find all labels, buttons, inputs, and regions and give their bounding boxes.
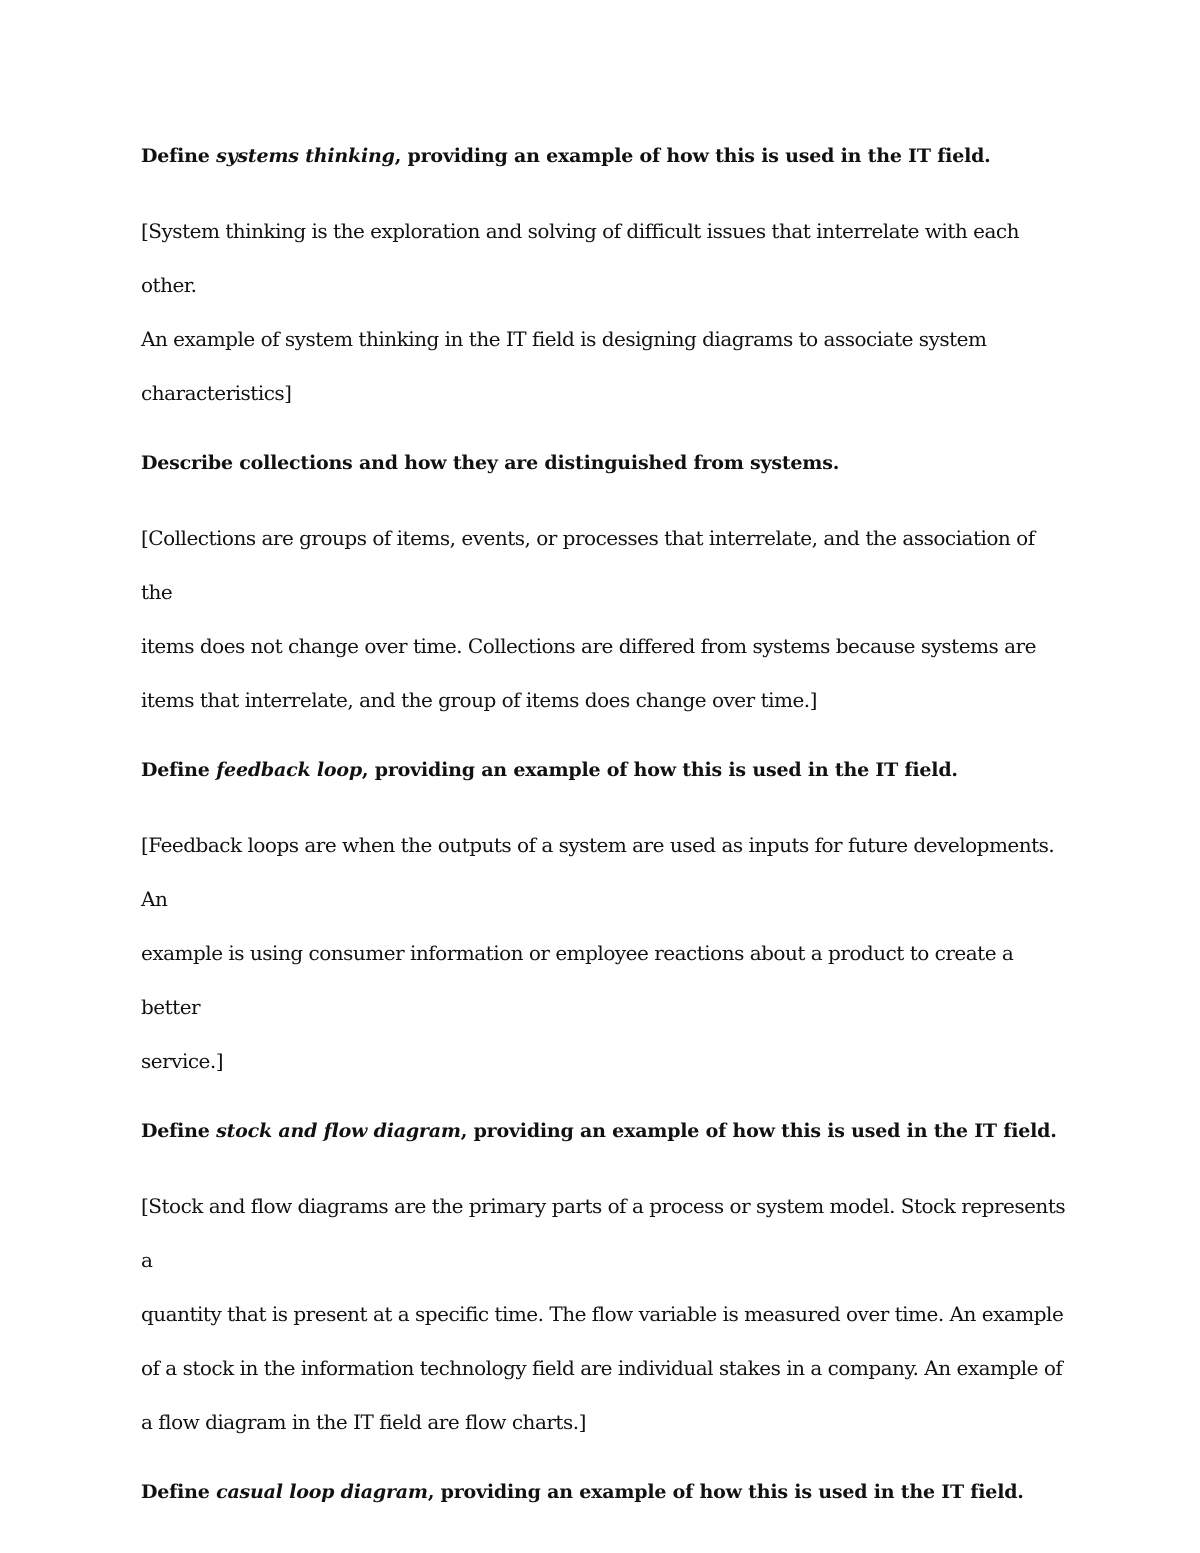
- question-collections: [141, 447, 1071, 479]
- question-term: feedback loop: [216, 759, 362, 781]
- answer-line: [Stock and flow diagrams are the primary parts of a process or system model. Stock represents a: [141, 1194, 1066, 1272]
- answer-line: quantity that is present at a specific time. The flow variable is measured over time. An example: [141, 1302, 1064, 1326]
- question-suffix: , providing an example of how this is used in the IT field.: [427, 1481, 1024, 1503]
- question-suffix: , providing an example of how this is used in the IT field.: [361, 759, 958, 781]
- answer-collections: [141, 511, 1071, 727]
- question-term: systems thinking: [216, 145, 395, 167]
- question-suffix: , providing an example of how this is used in the IT field.: [394, 145, 991, 167]
- answer-line: items does not change over time. Collections are differed from systems because systems are: [141, 634, 1036, 658]
- question-prefix: Define: [141, 1120, 217, 1142]
- answer-line: [System thinking is the exploration and solving of difficult issues that interrelate with each other.: [141, 219, 1019, 297]
- question-suffix: , providing an example of how this is used in the IT field.: [460, 1120, 1057, 1142]
- question-prefix: Define: [141, 759, 217, 781]
- answer-feedback-loop: [141, 818, 1071, 1088]
- question-feedback-loop: [141, 754, 1071, 786]
- question-casual-loop: [141, 1476, 1071, 1508]
- question-term: stock and flow diagram: [216, 1120, 461, 1142]
- answer-line: items that interrelate, and the group of items does change over time.]: [141, 688, 817, 712]
- question-systems-thinking: [141, 140, 1071, 172]
- answer-line: example is using consumer information or employee reactions about a product to create a better: [141, 941, 1014, 1019]
- question-prefix: Define: [141, 145, 217, 167]
- answer-line: An example of system thinking in the IT field is designing diagrams to associate system: [141, 327, 987, 351]
- question-prefix: Describe collections and how they are distinguished from systems.: [141, 452, 840, 474]
- answer-line: [Collections are groups of items, events, or processes that interrelate, and the association of the: [141, 526, 1035, 604]
- answer-line: a flow diagram in the IT field are flow charts.]: [141, 1410, 586, 1434]
- question-term: casual loop diagram: [216, 1481, 428, 1503]
- document-page: [141, 140, 1071, 1508]
- question-prefix: Define: [141, 1481, 217, 1503]
- question-stock-and-flow: [141, 1115, 1071, 1147]
- answer-line: service.]: [141, 1049, 224, 1073]
- answer-line: [Feedback loops are when the outputs of a system are used as inputs for future developments. An: [141, 833, 1055, 911]
- answer-line: of a stock in the information technology field are individual stakes in a company. An example of: [141, 1356, 1063, 1380]
- answer-stock-and-flow: [141, 1179, 1071, 1449]
- answer-systems-thinking: [141, 204, 1071, 420]
- answer-line: characteristics]: [141, 381, 292, 405]
